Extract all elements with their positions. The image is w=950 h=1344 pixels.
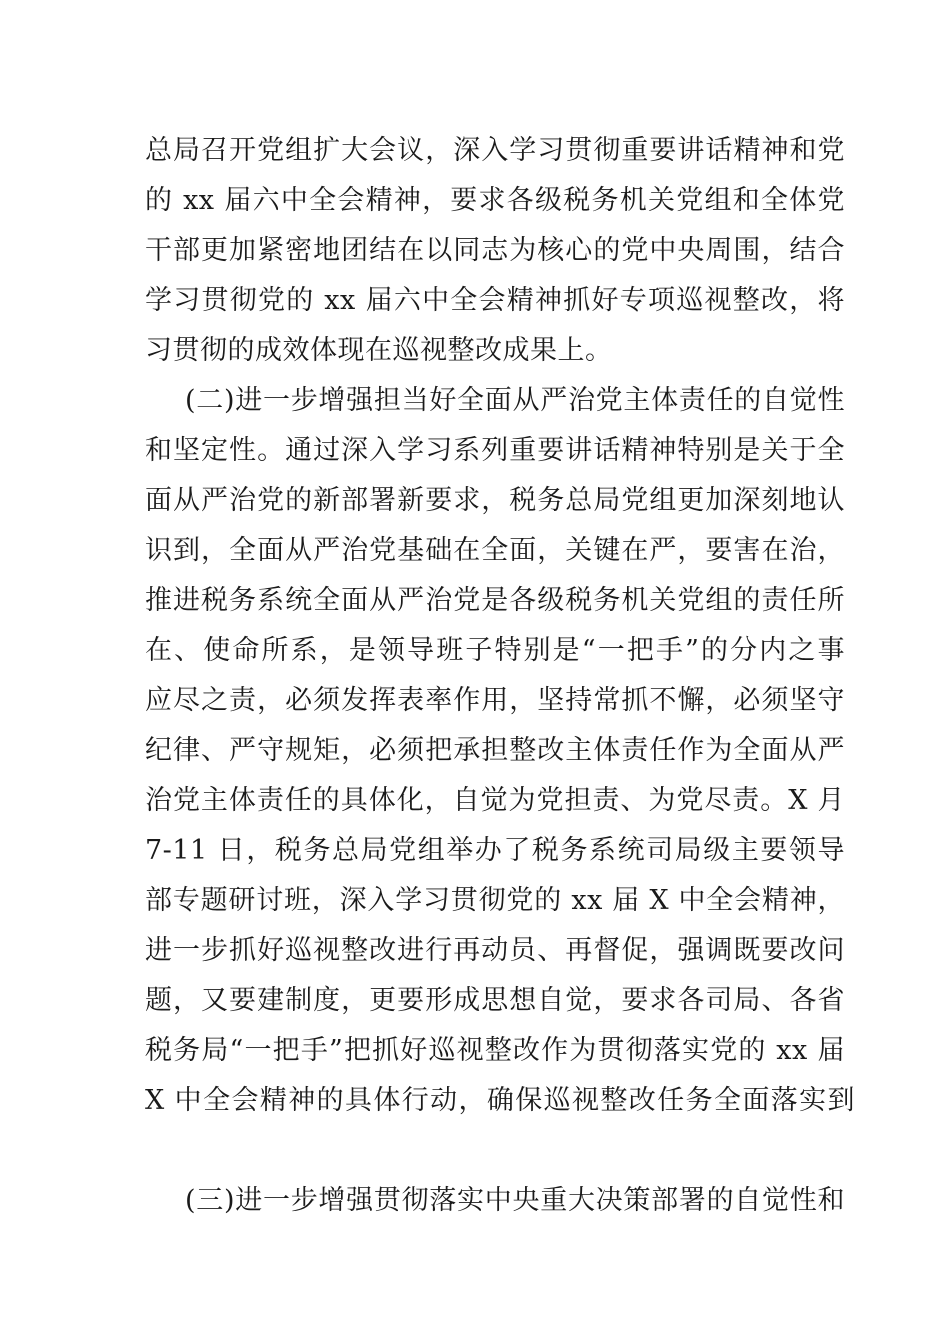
paragraph-2-line-6: 在、使命所系，是领导班子特别是“一把手”的分内之事 (145, 635, 845, 666)
paragraph-2-line-3: 面从严治党的新部署新要求，税务总局党组更加深刻地认 (145, 485, 845, 516)
paragraph-2-line-1: (二)进一步增强担当好全面从严治党主体责任的自觉性 (185, 385, 845, 416)
paragraph-2-line-8: 纪律、严守规矩，必须把承担整改主体责任作为全面从严 (145, 735, 845, 766)
paragraph-2-line-11: 部专题研讨班，深入学习贯彻党的 xx 届 X 中全会精神， (145, 885, 845, 916)
paragraph-1-line-2: 的 xx 届六中全会精神，要求各级税务机关党组和全体党 (145, 185, 845, 216)
paragraph-2-line-12: 进一步抓好巡视整改进行再动员、再督促，强调既要改问 (145, 935, 845, 966)
paragraph-2-line-15: X 中全会精神的具体行动，确保巡视整改任务全面落实到 (145, 1085, 855, 1116)
paragraph-1-line-1: 总局召开党组扩大会议，深入学习贯彻重要讲话精神和党 (145, 135, 845, 166)
paragraph-2-line-7: 应尽之责，必须发挥表率作用，坚持常抓不懈，必须坚守 (145, 685, 845, 716)
paragraph-2-line-4: 识到，全面从严治党基础在全面，关键在严，要害在治， (145, 535, 845, 566)
paragraph-1-line-5: 习贯彻的成效体现在巡视整改成果上。 (145, 335, 613, 366)
paragraph-2-line-14: 税务局“一把手”把抓好巡视整改作为贯彻落实党的 xx 届 (145, 1035, 845, 1066)
paragraph-2-line-9: 治党主体责任的具体化，自觉为党担责、为党尽责。X 月 (145, 785, 845, 816)
paragraph-1-line-3: 干部更加紧密地团结在以同志为核心的党中央周围，结合 (145, 235, 845, 266)
paragraph-3-line-1: (三)进一步增强贯彻落实中央重大决策部署的自觉性和 (185, 1185, 845, 1216)
paragraph-2-line-13: 题，又要建制度，更要形成思想自觉，要求各司局、各省 (145, 985, 845, 1016)
paragraph-2-line-2: 和坚定性。通过深入学习系列重要讲话精神特别是关于全 (145, 435, 845, 466)
paragraph-2-line-10: 7-11 日，税务总局党组举办了税务系统司局级主要领导 (145, 835, 845, 866)
paragraph-1-line-4: 学习贯彻党的 xx 届六中全会精神抓好专项巡视整改，将 (145, 285, 845, 316)
paragraph-2-line-5: 推进税务系统全面从严治党是各级税务机关党组的责任所 (145, 585, 845, 616)
